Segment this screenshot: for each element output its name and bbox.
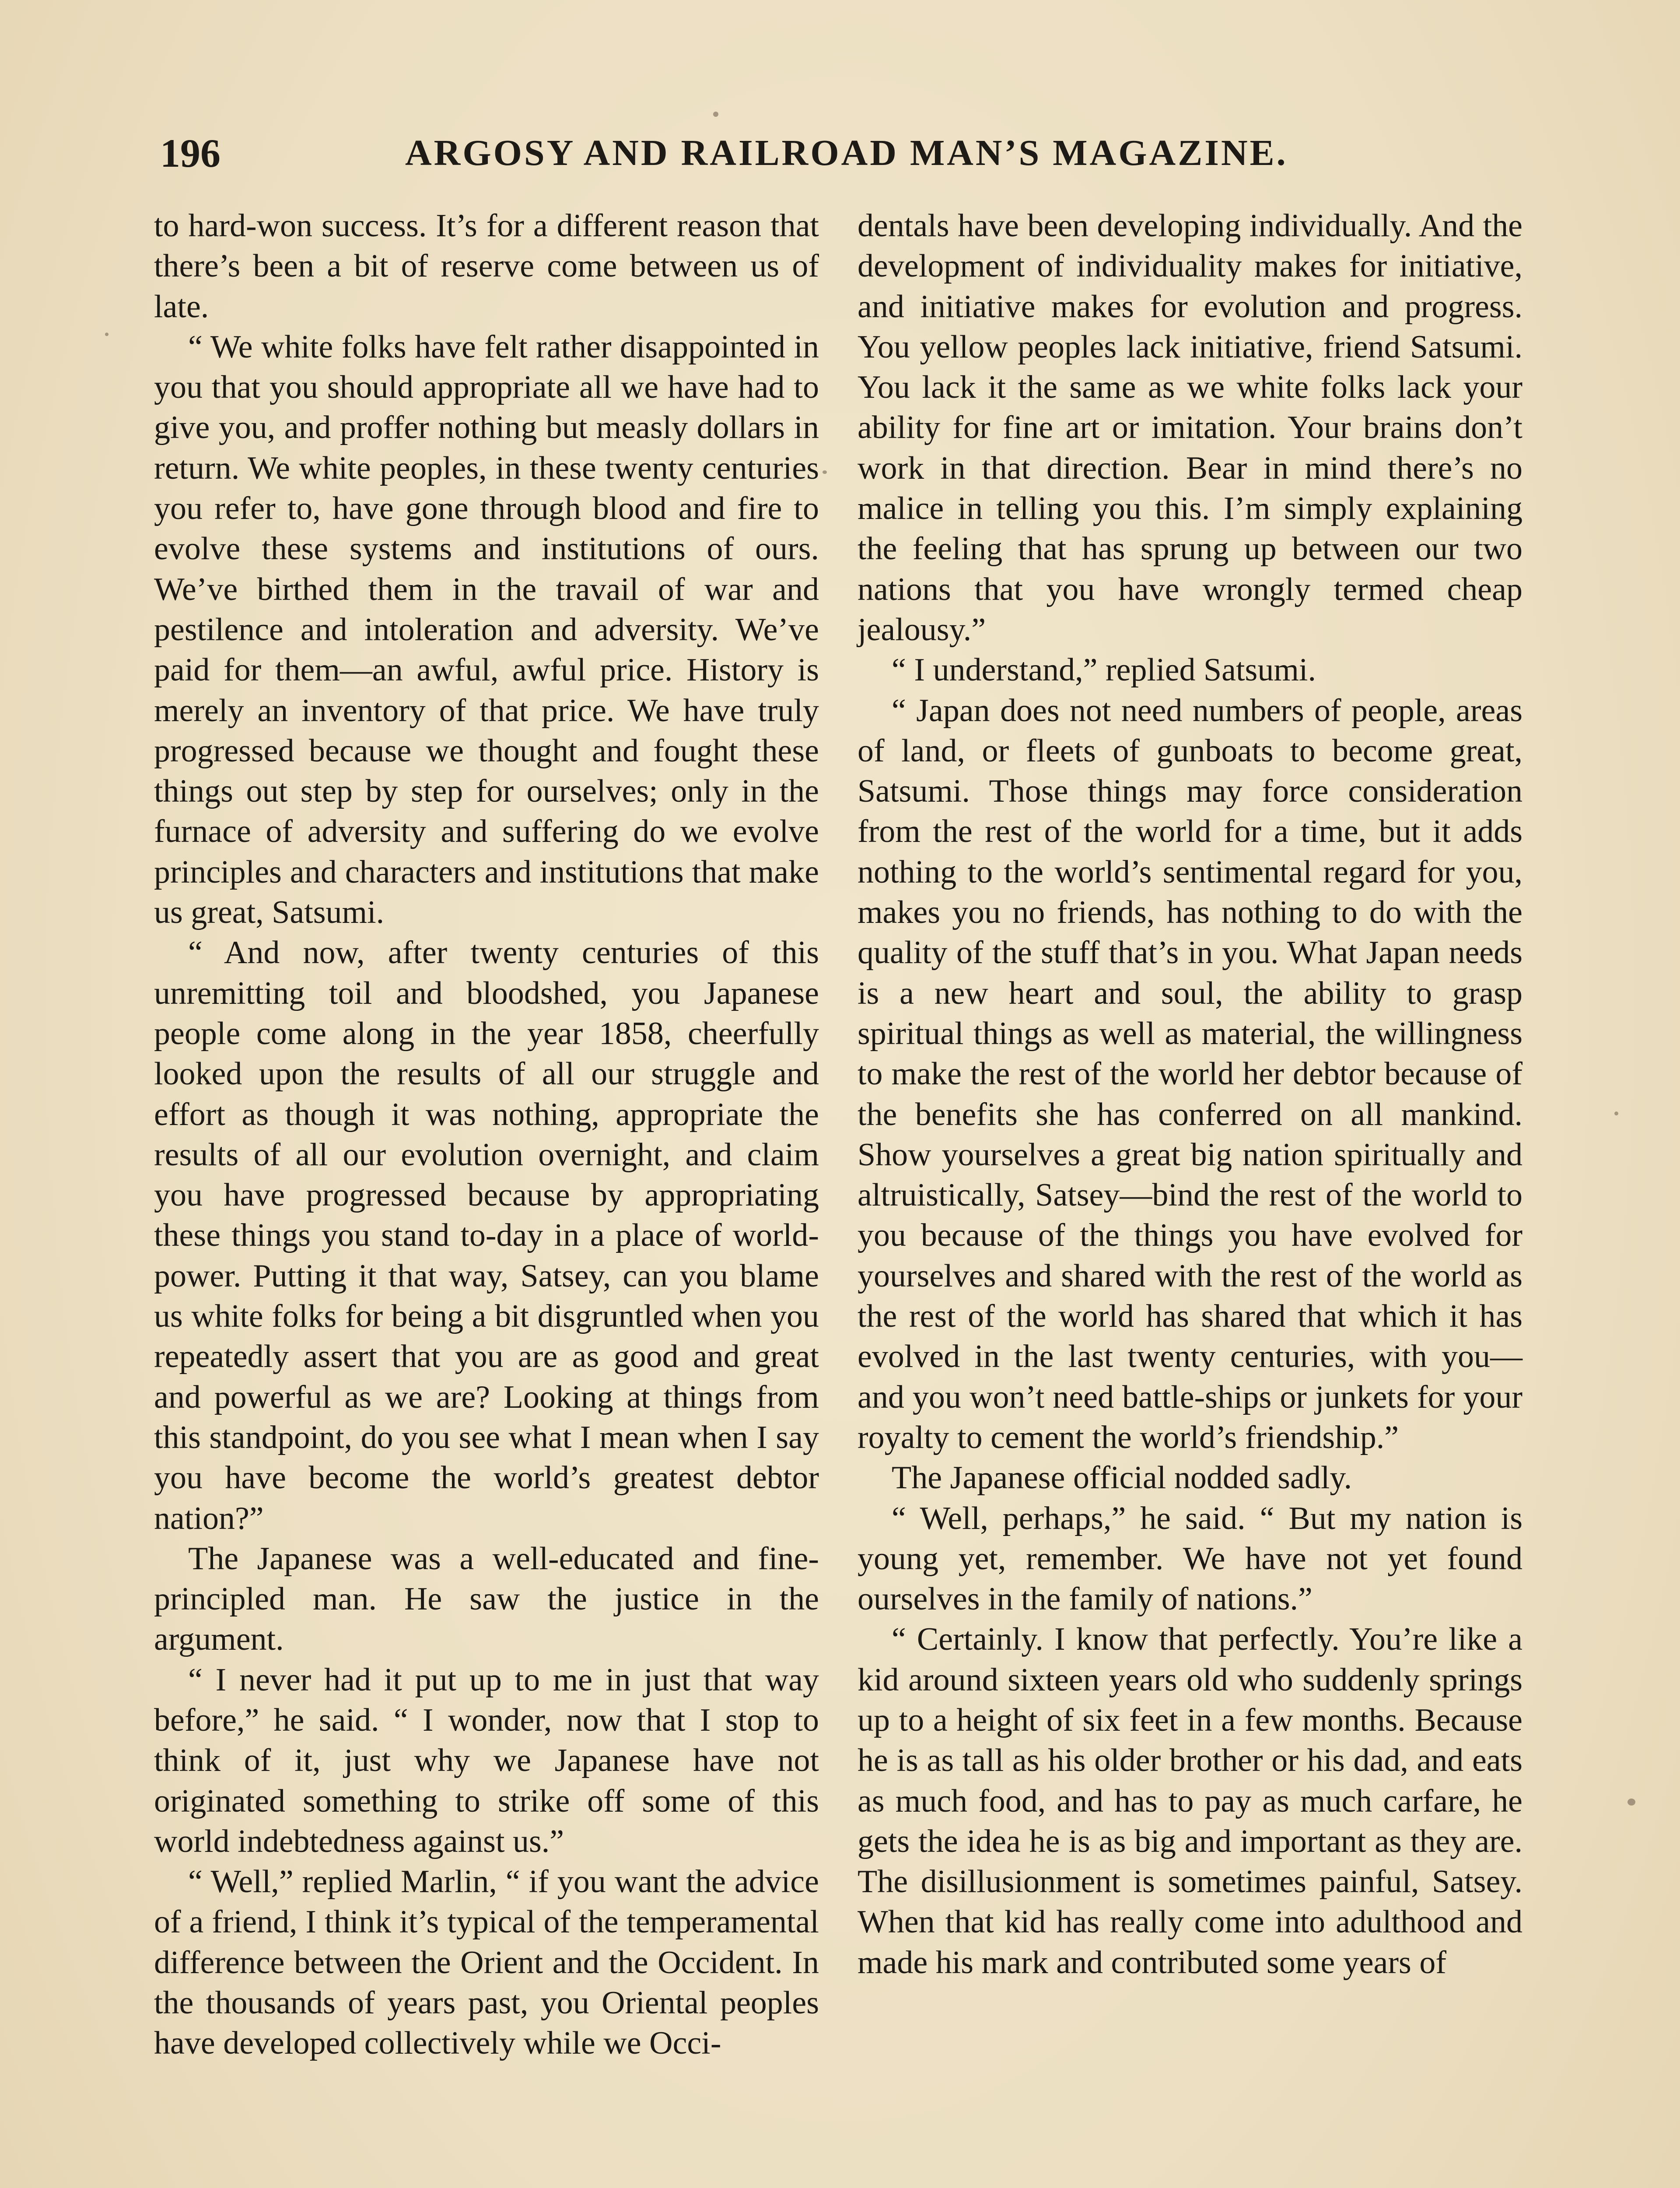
paper-speck [822,470,827,474]
paper-speck [1614,1112,1618,1115]
paper-speck [1628,1799,1635,1806]
paragraph: to hard-won success. It’s for a different reason that there’s been a bit of reserve come between us of late. [154,208,819,325]
paragraph: “ We white folks have felt rather disappointed in you that you should appropriate all we have had to give you, and proffer nothing but measly dollars in return. We white peoples, in these twenty centuries you refer to, have gone through blood and fire to evolve these systems and institutions of ours. We’ve birthed them in the travail of war and pestilence and intoleration and adversity. We’ve paid for them—an awful, awful price. History is merely an inventory of that price. We have truly progressed because we thought and fought these things out step by step for ourselves; only in the furnace of adversity and suffering do we evolve principles and characters and institutions that make us great, Satsumi. [154,329,819,931]
paragraph: “ Japan does not need numbers of people, areas of land, or fleets of gunboats to become great, Satsumi. Those things may force consideration from the rest of the world for a time, but it adds nothing to the world’s sentimental regard for you, makes you no friends, has nothing to do with the quality of the stuff that’s in you. What Japan needs is a new heart and soul, the ability to grasp spiritual things as well as material, the willingness to make the rest of the world her debtor because of the benefits she has conferred on all mankind. Show yourselves a great big nation spiritually and altruistically, Satsey—bind the rest of the world to you because of the things you have evolved for yourselves and shared with the rest of the world as the rest of the world has shared that which it has evolved in the last twenty centuries, with you—and you won’t need battle-ships or junkets for your royalty to cement the world’s friendship.” [858,692,1522,1455]
paper-speck [105,333,108,336]
paper-speck [713,112,718,117]
paragraph: The Japanese official nodded sadly. [892,1460,1352,1496]
paragraph: “ Well,” replied Marlin, “ if you want the advice of a friend, I think it’s typical of the temperamental difference between the Orient and the Occident. In the thousands of years past, you Oriental peoples have developed collectively while we Occi- [154,1864,819,2062]
left-column [154,206,819,2064]
right-column [858,206,1522,1983]
paragraph: The Japanese was a well-educated and fine-principled man. He saw the justice in the argument. [154,1540,819,1658]
paragraph: “ Certainly. I know that perfectly. You’re like a kid around sixteen years old who suddenly springs up to a height of six feet in a few months. Because he is as tall as his older brother or his dad, and eats as much food, and has to pay as much carfare, he gets the idea he is as big and important as they are. The disillusionment is sometimes painful, Satsey. When that kid has really come into adulthood and made his mark and contributed some years of [858,1621,1522,1981]
paragraph: “ Well, perhaps,” he said. “ But my nation is young yet, remember. We have not yet found ourselves in the family of nations.” [858,1500,1522,1617]
paragraph: “ And now, after twenty centuries of this unremitting toil and bloodshed, you Japanese people come along in the year 1858, cheerfully looked upon the results of all our struggle and effort as though it was nothing, appropriate the results of all our evolution overnight, and claim you have progressed because by appropriating these things you stand to-day in a place of world-power. Putting it that way, Satsey, can you blame us white folks for being a bit disgruntled when you repeatedly assert that you are as good and great and powerful as we are? Looking at things from this standpoint, do you see what I mean when I say you have become the world’s greatest debtor nation?” [154,935,819,1536]
page-number: 196 [160,131,220,175]
running-title: ARGOSY AND RAILROAD MAN’S MAGAZINE. [405,133,1288,173]
paragraph: dentals have been developing individually. And the development of individuality makes for initiative, and initiative makes for evolution and progress. You yellow peoples lack initiative, friend Satsumi. You lack it the same as we white folks lack your ability for fine art or imitation. Your brains don’t work in that direction. Bear in mind there’s no malice in telling you this. I’m simply explaining the feeling that has sprung up between our two nations that you have wrongly termed cheap jealousy.” [858,208,1522,648]
page-header [160,127,1525,184]
paragraph: “ I understand,” replied Satsumi. [892,652,1316,688]
paragraph: “ I never had it put up to me in just that way before,” he said. “ I wonder, now that I stop to think of it, just why we Japanese have not originated something to strike off some of this world indebtedness against us.” [154,1662,819,1859]
